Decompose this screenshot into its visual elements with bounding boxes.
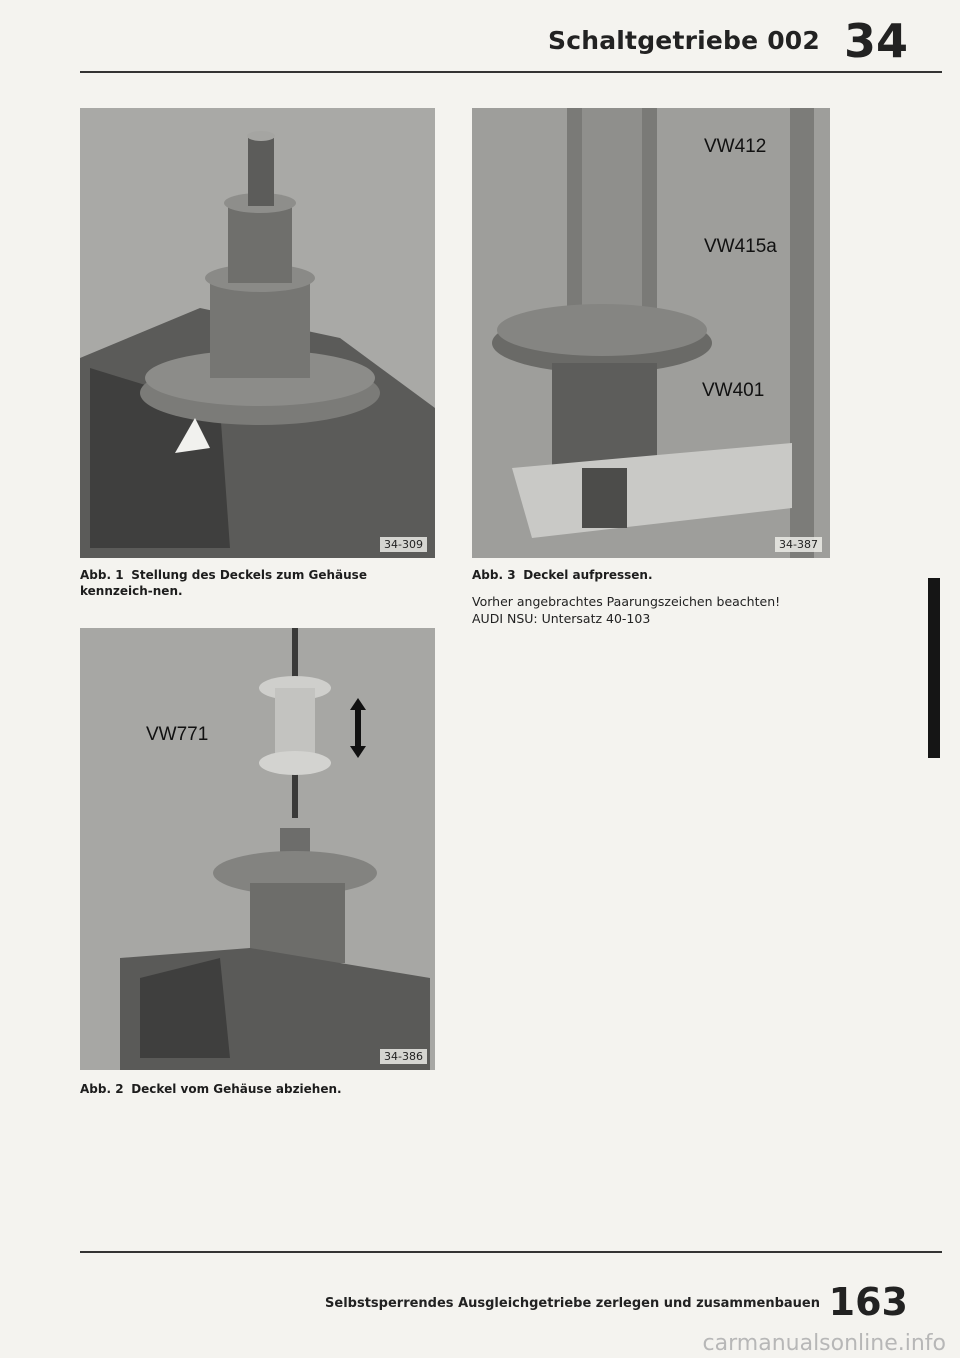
figure-3-caption-text: Deckel aufpressen.	[523, 568, 653, 582]
figure-1-code: 34-309	[380, 537, 427, 552]
section-number: 34	[843, 14, 908, 68]
header-title: Schaltgetriebe 002	[547, 26, 820, 55]
figure-3-photo	[472, 108, 830, 558]
figure-1-photo	[80, 108, 435, 558]
figure-3-caption-num: Abb. 3	[472, 568, 516, 582]
tool-label-vw401: VW401	[702, 380, 765, 401]
figure-3-code: 34-387	[775, 537, 822, 552]
tool-label-vw412: VW412	[704, 136, 767, 157]
instruction-line-1: Vorher angebrachtes Paarungszeichen beachten!	[472, 594, 781, 609]
figure-1-caption	[80, 567, 440, 599]
page-number: 163	[828, 1280, 908, 1324]
tool-label-vw415a: VW415a	[704, 236, 777, 257]
figure-3-drawing	[472, 108, 830, 558]
instruction-text	[472, 593, 872, 627]
header-rule	[80, 71, 942, 73]
tool-label-vw771: VW771	[146, 724, 209, 745]
instruction-line-2: AUDI NSU: Untersatz 40-103	[472, 611, 651, 626]
figure-1-caption-text: Stellung des Deckels zum Gehäuse kennzeich-nen.	[80, 568, 367, 598]
figure-1-caption-num: Abb. 1	[80, 568, 124, 582]
figure-2-caption	[80, 1081, 440, 1097]
chapter-edge-tab	[928, 578, 940, 758]
figure-2-caption-num: Abb. 2	[80, 1082, 124, 1096]
figure-2-drawing	[80, 628, 435, 1070]
figure-2-caption-text: Deckel vom Gehäuse abziehen.	[131, 1082, 342, 1096]
figure-2-photo	[80, 628, 435, 1070]
figure-3-caption	[472, 567, 852, 583]
watermark: carmanualsonline.info	[702, 1331, 946, 1356]
footer-rule	[80, 1251, 942, 1253]
figure-1-drawing	[80, 108, 435, 558]
footer-title: Selbstsperrendes Ausgleichgetriebe zerlegen und zusammenbauen	[325, 1296, 820, 1311]
figure-2-code: 34-386	[380, 1049, 427, 1064]
